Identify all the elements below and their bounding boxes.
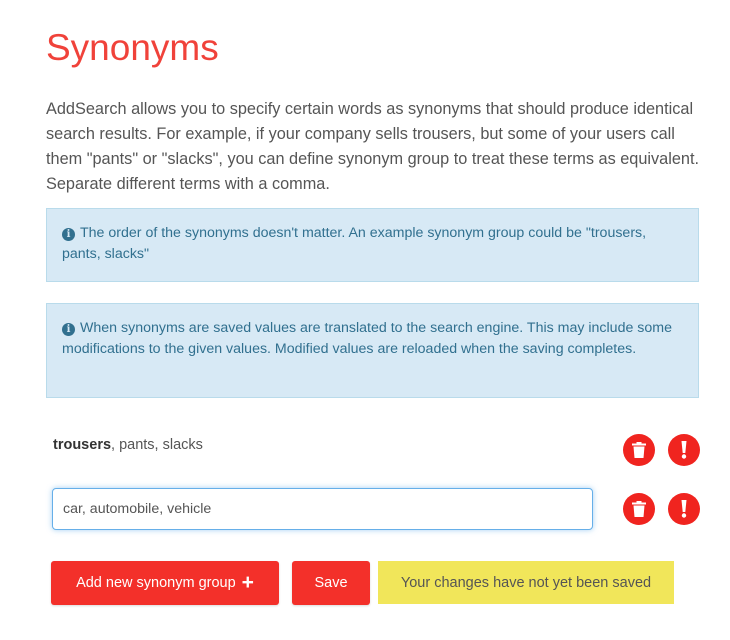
save-button[interactable] <box>292 561 370 605</box>
synonym-rest: , pants, slacks <box>111 437 203 453</box>
warning-button[interactable] <box>668 434 700 466</box>
info-box-saving <box>46 303 699 398</box>
warning-button[interactable] <box>668 493 700 525</box>
exclamation-icon <box>680 500 688 518</box>
intro-text: AddSearch allows you to specify certain words as synonyms that should produce identical search results. For example, if your company sells trousers, but some of your users call them "pants" or "slacks", you can define synonym group to treat these terms as equivalent. Separate different terms with a comma. <box>46 100 699 193</box>
plus-icon: + <box>241 571 254 594</box>
page-title: Synonyms <box>46 27 219 68</box>
trash-icon <box>632 501 646 517</box>
add-synonym-group-button[interactable] <box>51 561 279 605</box>
synonym-group-input[interactable] <box>52 488 593 530</box>
synonym-primary: trousers <box>53 437 112 453</box>
synonym-group-text[interactable] <box>53 437 203 453</box>
info-circle-icon: i <box>62 228 75 241</box>
exclamation-icon <box>680 441 688 459</box>
delete-group-button[interactable] <box>623 493 655 525</box>
save-button-label: Save <box>314 575 348 591</box>
delete-group-button[interactable] <box>623 434 655 466</box>
trash-icon <box>632 442 646 458</box>
info-box-order <box>46 208 699 282</box>
unsaved-changes-notice <box>378 561 674 604</box>
unsaved-notice-text: Your changes have not yet been saved <box>400 574 652 591</box>
info-text: The order of the synonyms doesn't matter. An example synonym group could be "trousers, pants, slacks" <box>62 225 647 262</box>
info-circle-icon: i <box>62 323 75 336</box>
add-button-label: Add new synonym group <box>76 575 236 591</box>
info-text: When synonyms are saved values are translated to the search engine. This may include some modifications to the given values. Modified values are reloaded when the saving completes. <box>62 320 672 357</box>
